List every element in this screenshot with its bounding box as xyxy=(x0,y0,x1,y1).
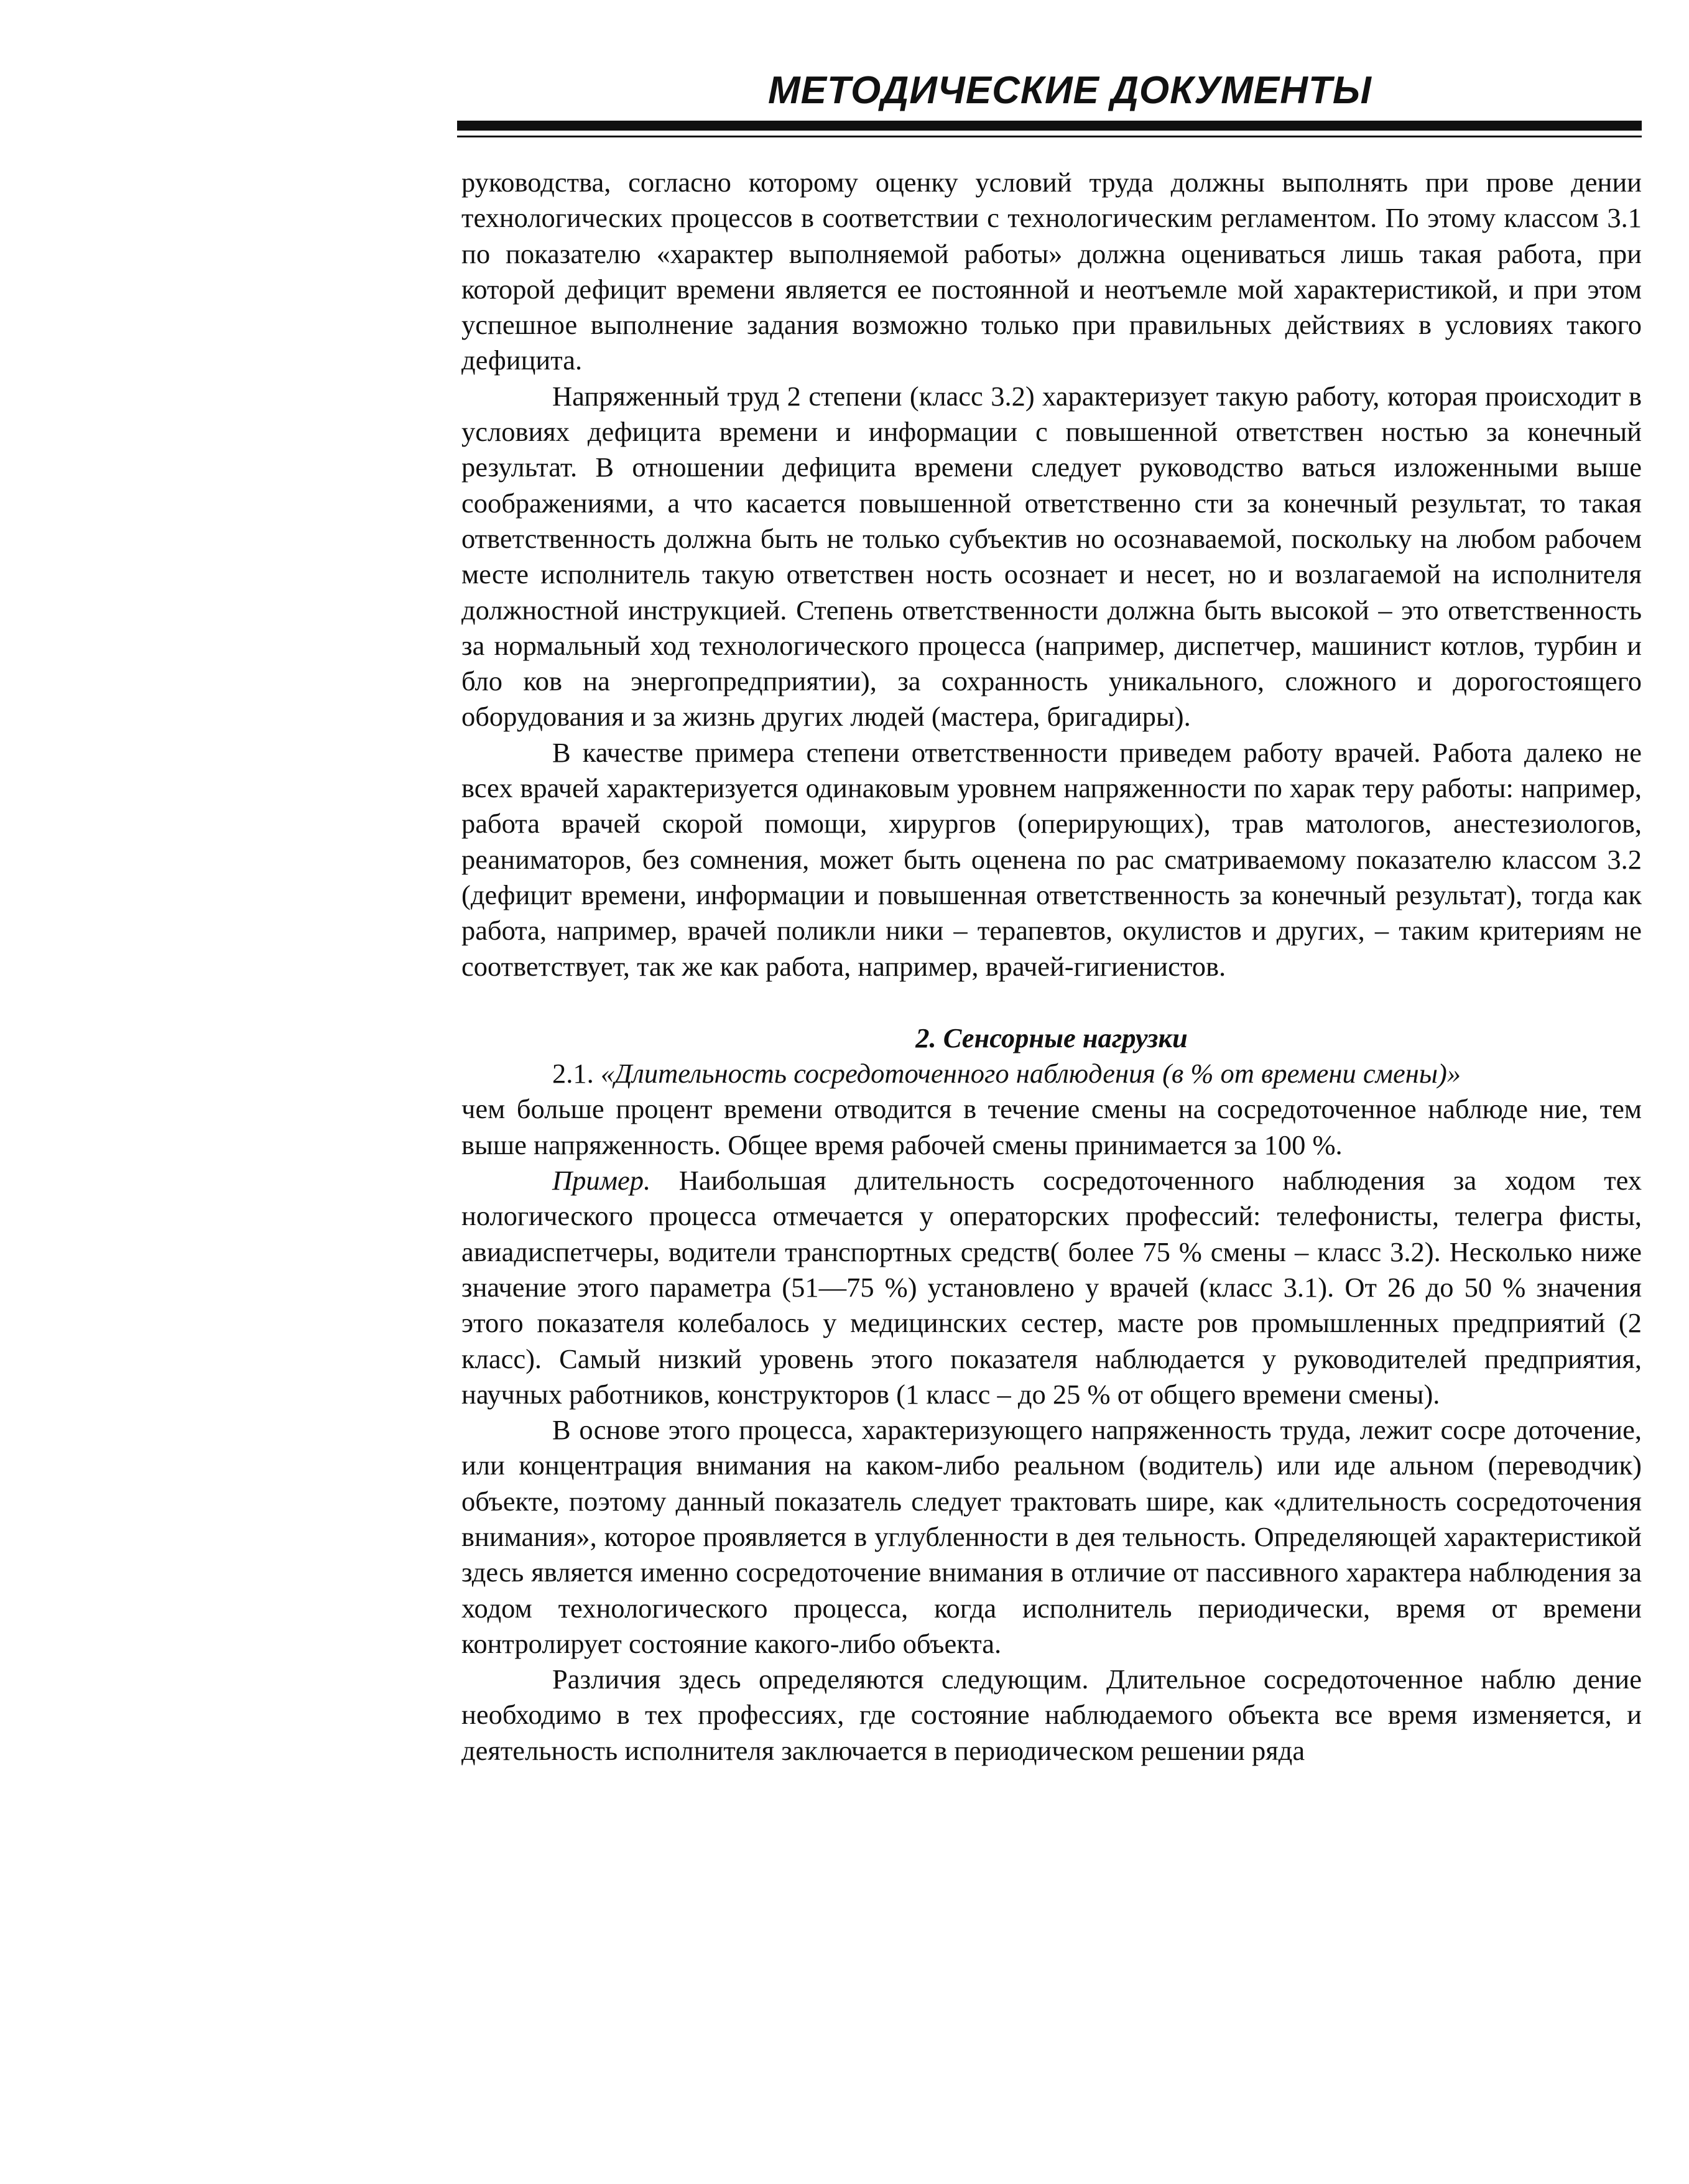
running-header-title: МЕТОДИЧЕСКИЕ ДОКУМЕНТЫ xyxy=(768,69,1372,112)
paragraph: руководства, согласно которому оценку условий труда должны выполнять при прове дении технологических процессов в соответствии с технологическим регламентом. По этому классом 3.1 по показателю «характер выполняемой работы» должна оцениваться лишь такая работа, при которой дефицит времени является ее постоянной и неотъемле мой характеристикой, и при этом успешное выполнение задания возможно только при правильных действиях в условиях такого дефицита. xyxy=(461,167,1642,376)
paragraph: В качестве примера степени ответственности приведем работу врачей. Работа далеко не всех врачей характеризуется одинаковым уровнем напряженности по харак теру работы: например, работа врачей скорой помощи, хирургов (оперирующих), трав матологов, анестезиологов, реаниматоров, без сомнения, может быть оценена по рас сматриваемому показателю классом 3.2 (дефицит времени, информации и повышенная ответственность за конечный результат), тогда как работа, например, врачей поликли ники – терапевтов, окулистов и других, – таким критериям не соответствует, так же как работа, например, врачей-гигиенистов. xyxy=(461,736,1642,982)
example-paragraph xyxy=(461,1163,1642,1412)
example-text: Наибольшая длительность сосредоточенного наблюдения за ходом тех нологического процесса отмечается у операторских профессий: телефонисты, телегра фисты, авиадиспетчеры, водители транспортных средств( более 75 % смены – класс 3.2). Несколько ниже значение этого параметра (51—75 %) установлено у врачей (класс 3.1). От 26 до 50 % значения этого показателя колебалось у медицинских сестер, масте ров промышленных предприятий (2 класс). Самый низкий уровень этого показателя наблюдается у руководителей предприятия, научных работников, конструкторов (1 класс – до 25 % от общего времени смены). xyxy=(461,1165,1642,1410)
paragraph: Напряженный труд 2 степени (класс 3.2) характеризует такую работу, которая происходит в условиях дефицита времени и информации с повышенной ответствен ностью за конечный результат. В отношении дефицита времени следует руководство ваться изложенными выше соображениями, а что касается повышенной ответственно сти за конечный результат, то такая ответственность должна быть не только субъектив но осознаваемой, поскольку на любом рабочем месте исполнитель такую ответствен ность осознает и несет, но и возлагаемой на исполнителя должностной инструкцией. Степень ответственности должна быть высокой – это ответственность за нормальный ход технологического процесса (например, диспетчер, машинист котлов, турбин и бло ков на энергопредприятии), за сохранность уникального, сложного и дорогостоящего оборудования и за жизнь других людей (мастера, бригадиры). xyxy=(461,380,1642,733)
header-rule-thin xyxy=(457,136,1642,137)
example-label: Пример. xyxy=(552,1165,651,1196)
item-title: «Длительность сосредоточенного наблюдения (в % от времени смены)» xyxy=(600,1058,1461,1090)
paragraph: В основе этого процесса, характеризующего напряженность труда, лежит сосре доточение, или концентрация внимания на каком-либо реальном (водитель) или иде альном (переводчик) объекте, поэтому данный показатель следует трактовать шире, как «длительность сосредоточения внимания», которое проявляется в углубленности в дея тельность. Определяющей характеристикой здесь является именно сосредоточение внимания в отличие от пассивного характера наблюдения за ходом технологического процесса, когда исполнитель периодически, время от времени контролирует состояние какого-либо объекта. xyxy=(461,1414,1642,1659)
item-number: 2.1. xyxy=(552,1058,594,1090)
document-body xyxy=(461,165,1642,1769)
item-2-1-heading xyxy=(461,1056,1642,1091)
item-2-1-text: чем больше процент времени отводится в течение смены на сосредоточенное наблюде ние, тем выше напряженность. Общее время рабочей смены принимается за 100 %. xyxy=(461,1093,1642,1160)
paragraph: Различия здесь определяются следующим. Длительное сосредоточенное наблю дение необходимо в тех профессиях, где состояние наблюдаемого объекта все время изменяется, и деятельность исполнителя заключается в периодическом решении ряда xyxy=(461,1663,1642,1766)
header-rule-thick xyxy=(457,121,1642,131)
section-heading: 2. Сенсорные нагрузки xyxy=(915,1022,1188,1053)
